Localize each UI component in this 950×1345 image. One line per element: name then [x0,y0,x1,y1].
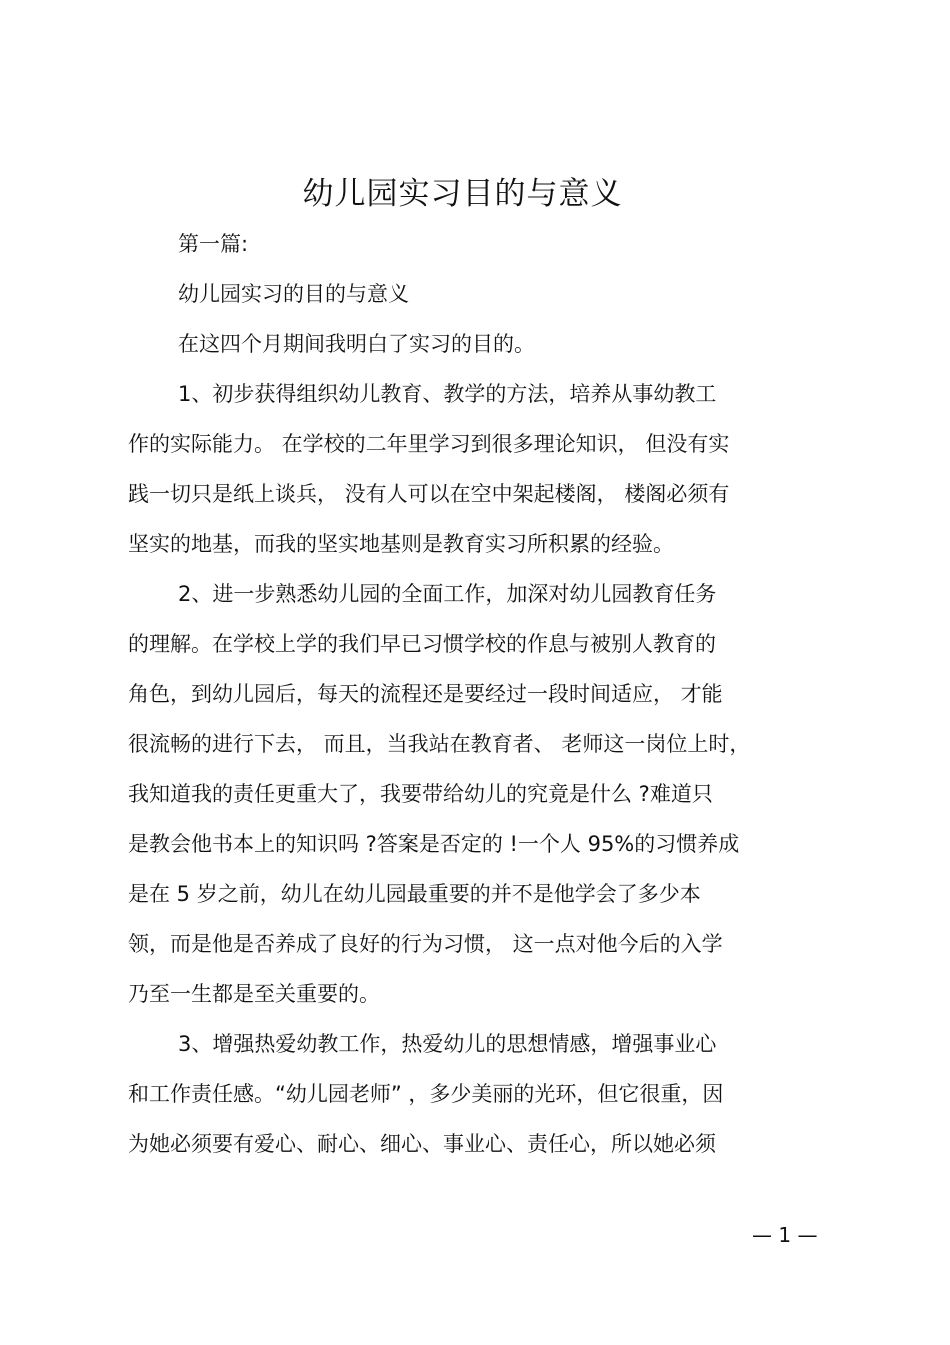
paragraph-2-line-7: 是在 5 岁之前，幼儿在幼儿园最重要的并不是他学会了多少本 [128,882,701,906]
paragraph-1-line-3: 践一切只是纸上谈兵， 没有人可以在空中架起楼阁， 楼阁必须有 [128,482,730,506]
paragraph-1-line-2: 作的实际能力。 在学校的二年里学习到很多理论知识， 但没有实 [128,432,730,456]
intro-line: 在这四个月期间我明白了实习的目的。 [178,332,535,356]
document-title: 幼儿园实习目的与意义 [302,176,623,212]
paragraph-3-line-2: 和工作责任感。“幼儿园老师” ，多少美丽的光环，但它很重，因 [128,1082,724,1106]
paragraph-2-line-6: 是教会他书本上的知识吗 ?答案是否定的 !一个人 95%的习惯养成 [128,832,740,856]
paragraph-3-line-3: 为她必须要有爱心、耐心、细心、事业心、责任心，所以她必须 [128,1132,716,1156]
section-label: 第一篇: [178,232,249,256]
paragraph-2-line-1: 2、进一步熟悉幼儿园的全面工作，加深对幼儿园教育任务 [178,582,717,606]
paragraph-1-line-1: 1、初步获得组织幼儿教育、教学的方法，培养从事幼教工 [178,382,717,406]
paragraph-2-line-3: 角色，到幼儿园后，每天的流程还是要经过一段时间适应， 才能 [128,682,723,706]
paragraph-2-line-2: 的理解。在学校上学的我们早已习惯学校的作息与被别人教育的 [128,632,716,656]
paragraph-2-line-9: 乃至一生都是至关重要的。 [128,982,380,1006]
page-number: — 1 — [752,1223,818,1247]
paragraph-2-line-4: 很流畅的进行下去， 而且，当我站在教育者、 老师这一岗位上时， [128,732,751,756]
paragraph-1-line-4: 坚实的地基，而我的坚实地基则是教育实习所积累的经验。 [128,532,674,556]
paragraph-2-line-5: 我知道我的责任更重大了，我要带给幼儿的究竟是什么 ?难道只 [128,782,713,806]
paragraph-3-line-1: 3、增强热爱幼教工作，热爱幼儿的思想情感，增强事业心 [178,1032,717,1056]
paragraph-2-line-8: 领，而是他是否养成了良好的行为习惯， 这一点对他今后的入学 [128,932,723,956]
subtitle-line: 幼儿园实习的目的与意义 [178,282,409,306]
